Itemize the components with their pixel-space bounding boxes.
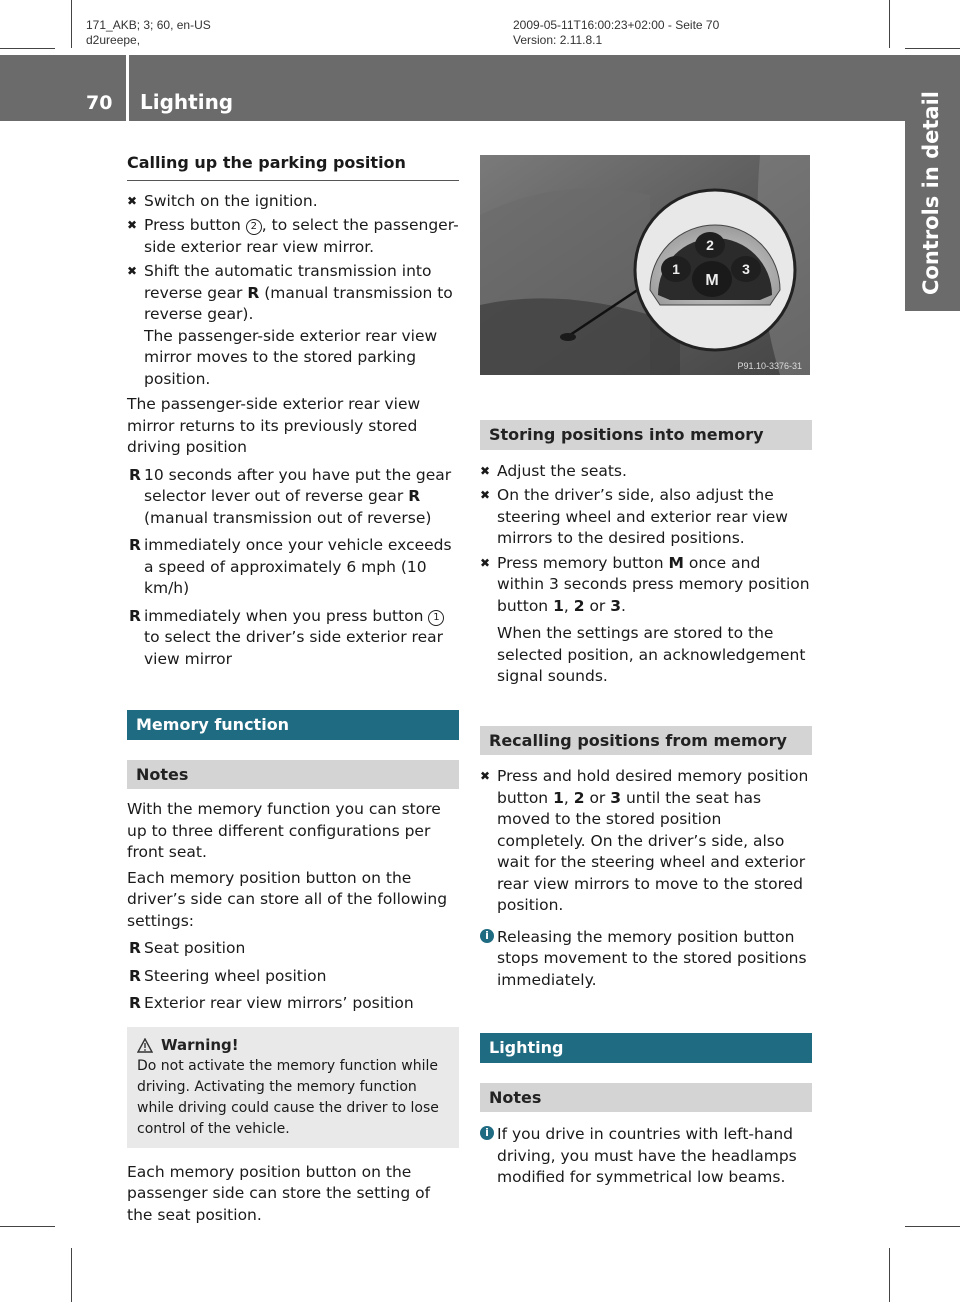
step-text: Switch on the ignition. bbox=[144, 191, 318, 210]
step-text: Adjust the seats. bbox=[497, 461, 627, 480]
bullet-text: Seat position bbox=[144, 939, 246, 957]
list-item bbox=[127, 606, 459, 671]
sep: or bbox=[584, 788, 611, 807]
info-note bbox=[480, 1124, 812, 1189]
crop-mark bbox=[905, 48, 960, 49]
crop-mark bbox=[71, 0, 72, 48]
seat-memory-photo bbox=[480, 155, 810, 375]
step-item bbox=[480, 461, 812, 483]
warning-box bbox=[127, 1027, 459, 1148]
warning-title: Warning! bbox=[161, 1035, 239, 1054]
info-icon: i bbox=[480, 1126, 494, 1140]
crop-mark bbox=[0, 48, 55, 49]
step-text: On the driver’s side, also adjust the steering wheel and exterior rear view mirrors to the desired positions. bbox=[497, 486, 788, 547]
right-column bbox=[480, 420, 812, 1193]
lighting-notes-bar: Notes bbox=[480, 1083, 812, 1113]
bullet-icon: R bbox=[129, 606, 141, 625]
arrow-step-icon: ✖ bbox=[127, 193, 138, 208]
step-result: When the settings are stored to the selected position, an acknowledgement signal sounds. bbox=[497, 624, 806, 685]
step-text: Press and hold desired memory position button bbox=[497, 767, 809, 807]
meta-line: 2009-05-11T16:00:23+02:00 - Seite 70 bbox=[513, 18, 720, 32]
bullet-icon: R bbox=[129, 939, 141, 957]
warning-text: Do not activate the memory function while driving. Activating the memory function while driving could cause the driver to lose control of the vehicle. bbox=[137, 1057, 439, 1137]
crop-mark bbox=[889, 1248, 890, 1302]
position-key: 3 bbox=[610, 596, 622, 615]
sep: . bbox=[621, 596, 626, 615]
position-key: 1 bbox=[553, 596, 564, 615]
print-meta-right bbox=[513, 18, 719, 48]
step-text: , to select the passenger-side exterior rear view mirror. bbox=[144, 216, 459, 256]
list-item bbox=[127, 938, 459, 960]
gear-letter: R bbox=[247, 283, 260, 302]
memory-key: M bbox=[668, 553, 684, 572]
sep: or bbox=[584, 596, 611, 615]
crop-mark bbox=[71, 1248, 72, 1302]
bullet-icon: R bbox=[129, 536, 141, 554]
photo-code: P91.10-3376-31 bbox=[737, 361, 802, 371]
step-text: until the seat has moved to the stored position completely. On the driver’s side, also wait for the steering wheel and exterior rear view mirrors to move to the stored position. bbox=[497, 788, 806, 914]
recalling-bar: Recalling positions from memory bbox=[480, 726, 812, 756]
step-text: (manual transmission to reverse gear). bbox=[144, 283, 453, 323]
bullet-text: immediately when you press button bbox=[144, 606, 424, 625]
arrow-step-icon: ✖ bbox=[127, 264, 138, 278]
arrow-step-icon: ✖ bbox=[480, 555, 491, 570]
info-note bbox=[480, 927, 812, 992]
position-key: 3 bbox=[610, 788, 622, 807]
memory-intro: With the memory function you can store up to three different configurations per front seat. bbox=[127, 800, 441, 861]
memory-passenger-text: Each memory position button on the passenger side can store the setting of the seat position. bbox=[127, 1162, 431, 1224]
step-text: once and within 3 seconds press memory position button bbox=[497, 553, 810, 615]
gear-letter: R bbox=[408, 487, 421, 505]
step-text: Press memory button bbox=[497, 553, 669, 572]
memory-notes-bar: Notes bbox=[127, 760, 459, 790]
warning-triangle-icon bbox=[137, 1038, 153, 1053]
meta-line: 171_AKB; 3; 60, en-US bbox=[86, 18, 211, 32]
list-item bbox=[127, 465, 459, 530]
left-column bbox=[127, 150, 459, 1230]
step-result: The passenger-side exterior rear view mirror moves to the stored parking position. bbox=[144, 326, 438, 388]
memory-function-bar: Memory function bbox=[127, 710, 459, 740]
page-number: 70 bbox=[86, 92, 113, 114]
print-meta-left bbox=[86, 18, 211, 48]
arrow-step-icon: ✖ bbox=[480, 463, 491, 478]
step-item bbox=[127, 191, 459, 213]
memory-button-1-label: 1 bbox=[672, 261, 680, 277]
list-item bbox=[127, 993, 459, 1015]
step-item bbox=[127, 215, 459, 258]
arrow-step-icon: ✖ bbox=[127, 218, 138, 232]
header-divider bbox=[126, 55, 129, 121]
crop-mark bbox=[0, 1226, 55, 1227]
side-tab-label: Controls in detail bbox=[919, 91, 943, 295]
info-icon: i bbox=[480, 929, 494, 943]
step-item bbox=[480, 485, 812, 550]
arrow-step-icon: ✖ bbox=[480, 769, 491, 783]
bullet-text: to select the driver’s side exterior rear view mirror bbox=[144, 628, 443, 668]
crop-mark bbox=[905, 1226, 960, 1227]
bullet-text: immediately once your vehicle exceeds a speed of approximately 6 mph (10 km/h) bbox=[144, 536, 452, 597]
position-key: 1 bbox=[553, 788, 564, 807]
meta-line: d2ureepe, bbox=[86, 33, 141, 47]
bullet-text: Steering wheel position bbox=[144, 966, 327, 985]
sep: , bbox=[563, 788, 574, 807]
step-text: Press button bbox=[144, 216, 241, 234]
crop-mark bbox=[889, 0, 890, 48]
position-key: 2 bbox=[573, 596, 585, 615]
memory-button-2-label: 2 bbox=[706, 237, 714, 253]
list-item bbox=[127, 966, 459, 988]
step-item bbox=[480, 766, 812, 917]
memory-driver-text: Each memory position button on the driver’s side can store all of the following settings: bbox=[127, 868, 448, 930]
warning-title-row bbox=[137, 1035, 449, 1056]
sep: , bbox=[563, 596, 574, 615]
page-header-bar bbox=[0, 55, 905, 121]
bullet-text: Exterior rear view mirrors’ position bbox=[144, 994, 414, 1012]
step-item bbox=[480, 553, 812, 688]
bullet-icon: R bbox=[129, 966, 141, 985]
bullet-text: 10 seconds after you have put the gear selector lever out of reverse gear bbox=[144, 465, 452, 505]
info-text: Releasing the memory position button stops movement to the stored positions immediately. bbox=[497, 927, 807, 989]
list-item bbox=[127, 535, 459, 600]
bullet-icon: R bbox=[129, 465, 141, 484]
arrow-step-icon: ✖ bbox=[480, 488, 491, 502]
position-key: 2 bbox=[573, 788, 585, 807]
step-text: Shift the automatic transmission into reverse gear bbox=[144, 262, 432, 302]
step-item bbox=[127, 261, 459, 390]
return-text: The passenger-side exterior rear view mirror returns to its previously stored driving position bbox=[127, 395, 421, 456]
meta-line: Version: 2.11.8.1 bbox=[513, 33, 603, 47]
bullet-icon: R bbox=[129, 994, 141, 1012]
lighting-bar: Lighting bbox=[480, 1033, 812, 1063]
button-number-badge: 2 bbox=[246, 219, 262, 235]
memory-button-3-label: 3 bbox=[742, 261, 750, 277]
button-number-badge: 1 bbox=[428, 610, 444, 626]
side-tab bbox=[905, 55, 960, 311]
bullet-text: (manual transmission out of reverse) bbox=[144, 508, 432, 527]
parking-heading: Calling up the parking position bbox=[127, 150, 459, 181]
page-title: Lighting bbox=[140, 90, 234, 114]
info-text: If you drive in countries with left-hand driving, you must have the headlamps modified for symmetrical low beams. bbox=[497, 1125, 797, 1186]
storing-bar: Storing positions into memory bbox=[480, 420, 812, 450]
memory-button-m-label: M bbox=[705, 272, 719, 289]
